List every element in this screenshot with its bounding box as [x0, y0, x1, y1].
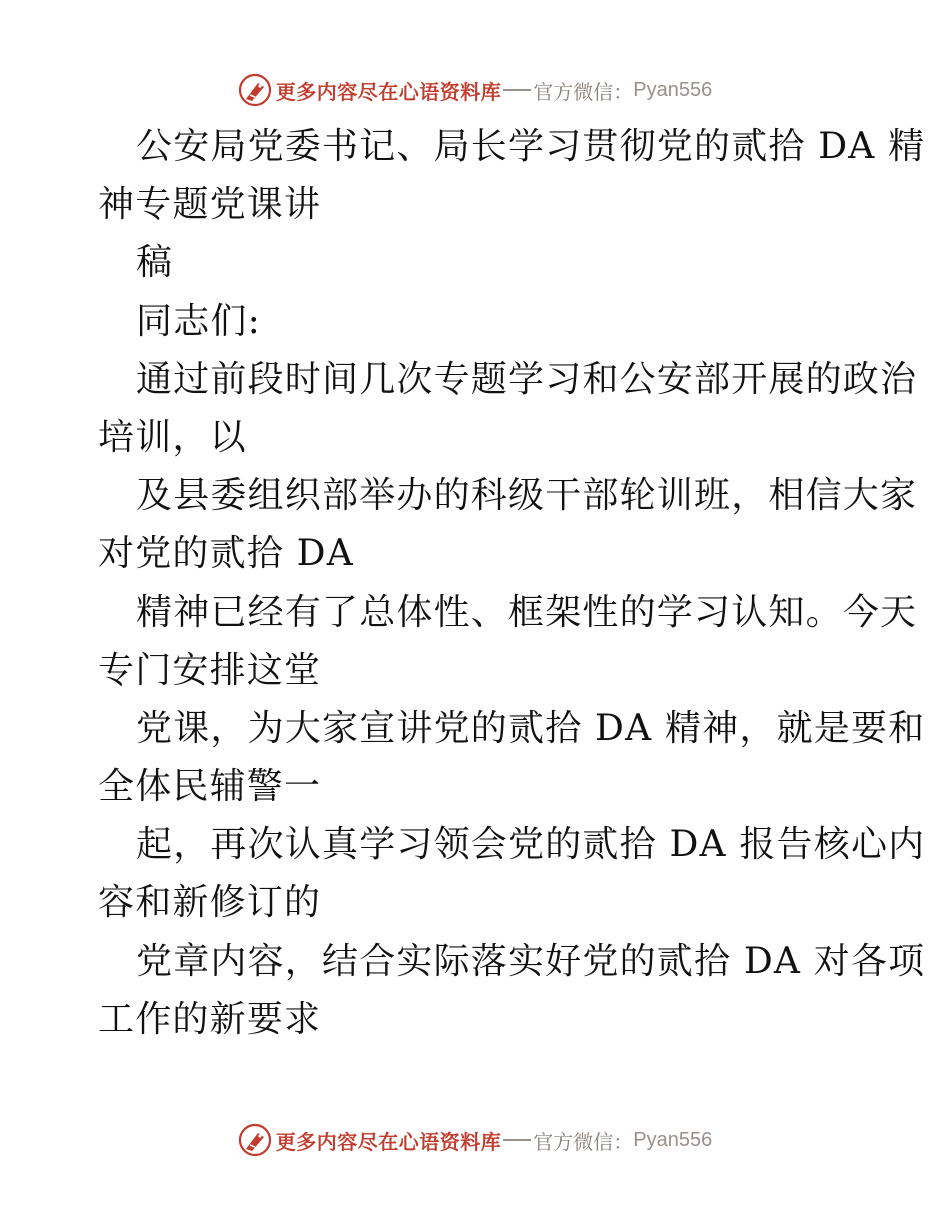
paragraph-line: 通过前段时间几次专题学习和公安部开展的政治 [136, 358, 918, 400]
paragraph-line: 党章内容，结合实际落实好党的贰拾 DA 对各项 [136, 940, 926, 982]
wechat-label: 官方微信： [533, 79, 634, 104]
banner-text: 更多内容尽在心语资料库 [275, 1129, 502, 1154]
title-line-2: 神专题党课讲 [98, 184, 322, 226]
paragraph-line: 起，再次认真学习领会党的贰拾 DA 报告核心内 [136, 824, 926, 866]
banner-divider [503, 1139, 531, 1141]
document-body [98, 118, 926, 1049]
paragraph-line: 及县委组织部举办的科级干部轮训班，相信大家 [136, 475, 918, 517]
paragraph-line: 培训，以 [98, 416, 247, 458]
banner-text: 更多内容尽在心语资料库 [275, 79, 502, 104]
paragraph-line: 容和新修订的 [98, 882, 322, 924]
wechat-id: Pyan556 [633, 1128, 713, 1151]
wechat-id: Pyan556 [633, 78, 713, 101]
banner-divider [503, 89, 531, 91]
paragraph-line: 党课，为大家宣讲党的贰拾 DA 精神，就是要和 [136, 707, 926, 749]
paragraph-line: 精神已经有了总体性、框架性的学习认知。今天 [136, 591, 918, 633]
pen-nib-logo-icon [238, 1123, 272, 1157]
wechat-label: 官方微信： [533, 1129, 634, 1154]
title-line-3: 稿 [136, 242, 174, 284]
paragraph-line: 专门安排这堂 [98, 649, 322, 691]
pen-nib-logo-icon [238, 73, 272, 107]
paragraph-line: 工作的新要求 [98, 998, 322, 1040]
title-line-1: 公安局党委书记、局长学习贯彻党的贰拾 DA 精 [136, 126, 926, 167]
header-banner [0, 70, 950, 110]
salutation: 同志们: [136, 300, 261, 342]
paragraph-line: 全体民辅警一 [98, 766, 322, 808]
paragraph-line: 对党的贰拾 DA [98, 533, 354, 575]
footer-banner [0, 1120, 950, 1160]
